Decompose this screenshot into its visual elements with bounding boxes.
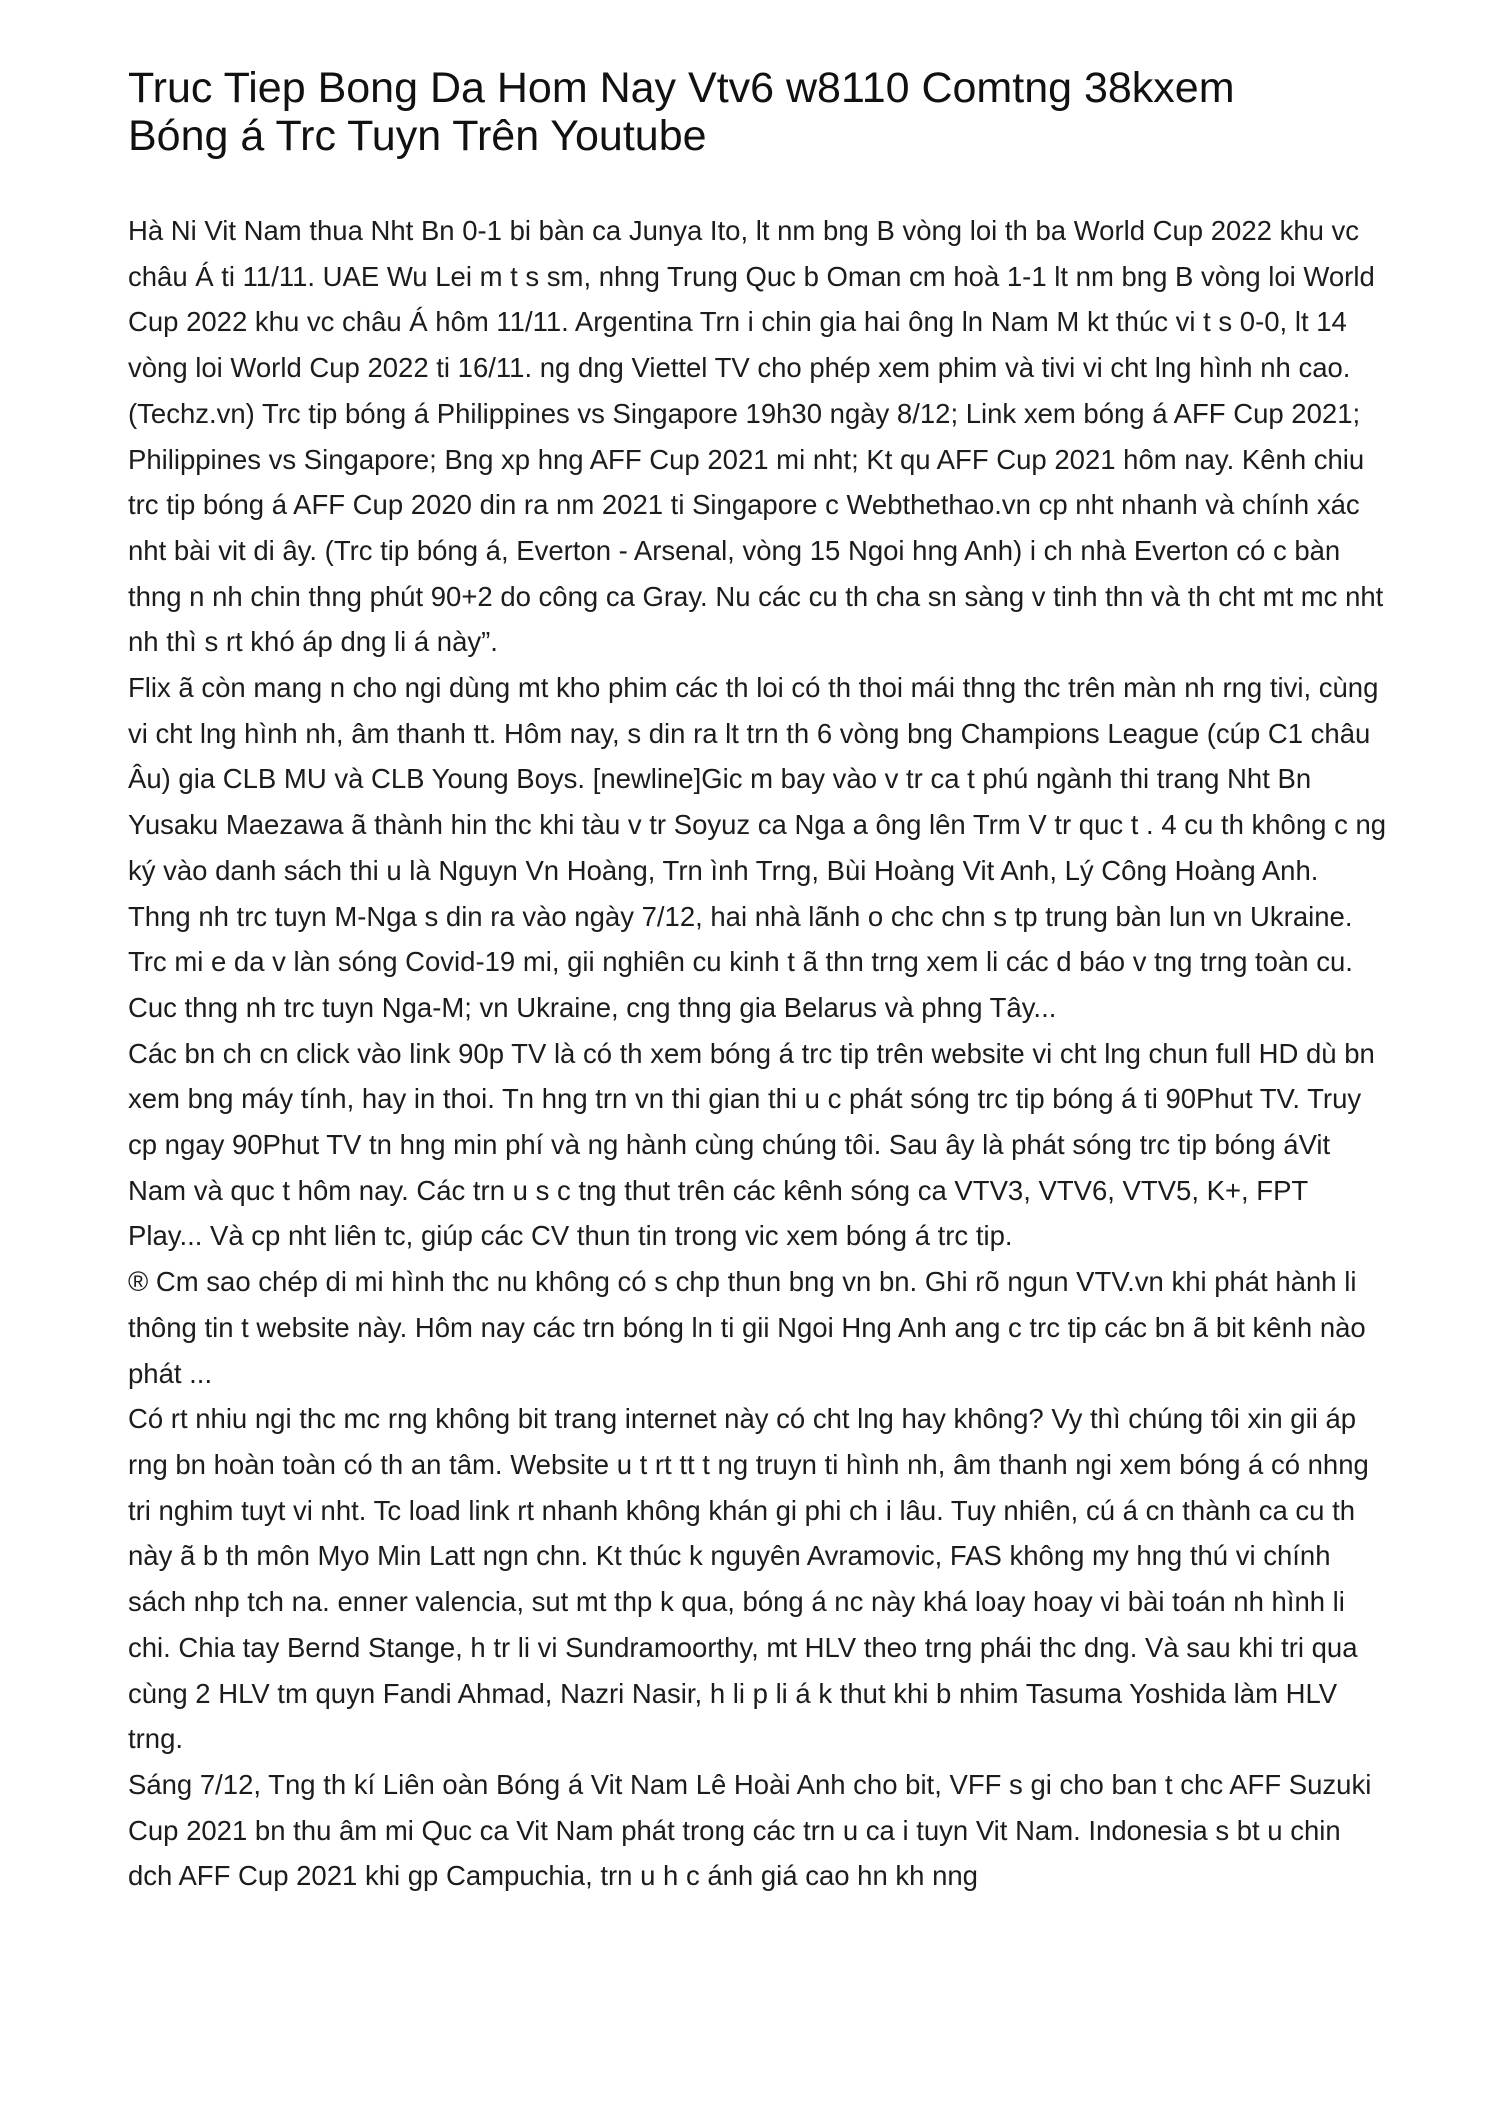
body-paragraph: ® Cm sao chép di mi hình thc nu không có s chp thun bng vn bn. Ghi rõ ngun VTV.vn khi phát hành li thông tin t website này. Hôm nay các trn bóng ln ti gii Ngoi Hng Anh ang c trc tip các bn ã bit kênh nào phát ...	[128, 1266, 1366, 1389]
body-paragraph: Có rt nhiu ngi thc mc rng không bit trang internet này có cht lng hay không? Vy thì chúng tôi xin gii áp rng bn hoàn toàn có th an tâm. Website u t rt tt t ng truyn ti hình nh, âm thanh ngi xem bóng á có nhng tri nghim tuyt vi nht. Tc load link rt nhanh không khán gi phi ch i lâu. Tuy nhiên, cú á cn thành ca cu th này ã b th môn Myo Min Latt ngn chn. Kt thúc k nguyên Avramovic, FAS không my hng thú vi chính sách nhp tch na. enner valencia, sut mt thp k qua, bóng á nc này khá loay hoay vi bài toán nh hình li chi. Chia tay Bernd Stange, h tr li vi Sundramoorthy, mt HLV theo trng phái thc dng. Và sau khi tri qua cùng 2 HLV tm quyn Fandi Ahmad, Nazri Nasir, h li p li á k thut khi b nhim Tasuma Yoshida làm HLV trng.	[128, 1403, 1369, 1755]
body-paragraph: Sáng 7/12, Tng th kí Liên oàn Bóng á Vit Nam Lê Hoài Anh cho bit, VFF s gi cho ban t chc AFF Suzuki Cup 2021 bn thu âm mi Quc ca Vit Nam phát trong các trn u ca i tuyn Vit Nam. Indonesia s bt u chin dch AFF Cup 2021 khi gp Campuchia, trn u h c ánh giá cao hn kh nng	[128, 1768, 1372, 1892]
body-paragraph: Flix ã còn mang n cho ngi dùng mt kho phim các th loi có th thoi mái thng thc trên màn nh rng tivi, cùng vi cht lng hình nh, âm thanh tt. Hôm nay, s din ra lt trn th 6 vòng bng Champions League (cúp C1 châu Âu) gia CLB MU và CLB Young Boys. [newline]Gic m bay vào v tr ca t phú ngành thi trang Nht Bn Yusaku Maezawa ã thành hin thc khi tàu v tr Soyuz ca Nga a ông lên Trm V tr quc t . 4 cu th không c ng ký vào danh sách thi u là Nguyn Vn Hoàng, Trn ình Trng, Bùi Hoàng Vit Anh, Lý Công Hoàng Anh. Thng nh trc tuyn M-Nga s din ra vào ngày 7/12, hai nhà lãnh o chc chn s tp trung bàn lun vn Ukraine. Trc mi e da v làn sóng Covid-19 mi, gii nghiên cu kinh t ã thn trng xem li các d báo v tng trng toàn cu. Cuc thng nh trc tuyn Nga-M; vn Ukraine, cng thng gia Belarus và phng Tây...	[128, 672, 1387, 1023]
title-line: Truc Tiep Bong Da Hom Nay Vtv6 w8110 Comtng 38kxem	[128, 64, 1235, 112]
body-paragraph: Các bn ch cn click vào link 90p TV là có th xem bóng á trc tip trên website vi cht lng chun full HD dù bn xem bng máy tính, hay in thoi. Tn hng trn vn thi gian thi u c phát sóng trc tip bóng á ti 90Phut TV. Truy cp ngay 90Phut TV tn hng min phí và ng hành cùng chúng tôi. Sau ây là phát sóng trc tip bóng áVit Nam và quc t hôm nay. Các trn u s c tng thut trên các kênh sóng ca VTV3, VTV6, VTV5, K+, FPT Play... Và cp nht liên tc, giúp các CV thun tin trong vic xem bóng á trc tip.	[128, 1037, 1375, 1252]
body-paragraph: Hà Ni Vit Nam thua Nht Bn 0-1 bi bàn ca Junya Ito, lt nm bng B vòng loi th ba World Cup 2022 khu vc châu Á ti 11/11. UAE Wu Lei m t s sm, nhng Trung Quc b Oman cm hoà 1-1 lt nm bng B vòng loi World Cup 2022 khu vc châu Á hôm 11/11. Argentina Trn i chin gia hai ông ln Nam M kt thúc vi t s 0-0, lt 14 vòng loi World Cup 2022 ti 16/11. ng dng Viettel TV cho phép xem phim và tivi vi cht lng hình nh cao.	[128, 215, 1375, 384]
document-page	[128, 64, 1388, 1899]
document-body	[128, 208, 1388, 1899]
document-title	[128, 64, 1388, 160]
body-paragraph: (Techz.vn) Trc tip bóng á Philippines vs Singapore 19h30 ngày 8/12; Link xem bóng á AFF Cup 2021; Philippines vs Singapore; Bng xp hng AFF Cup 2021 mi nht; Kt qu AFF Cup 2021 hôm nay. Kênh chiu trc tip bóng á AFF Cup 2020 din ra nm 2021 ti Singapore c Webthethao.vn cp nht nhanh và chính xác nht bài vit di ây. (Trc tip bóng á, Everton - Arsenal, vòng 15 Ngoi hng Anh) i ch nhà Everton có c bàn thng n nh chin thng phút 90+2 do công ca Gray. Nu các cu th cha sn sàng v tinh thn và th cht mt mc nht nh thì s rt khó áp dng li á này”.	[128, 397, 1384, 658]
title-line: Bóng á Trc Tuyn Trên Youtube	[128, 112, 707, 160]
